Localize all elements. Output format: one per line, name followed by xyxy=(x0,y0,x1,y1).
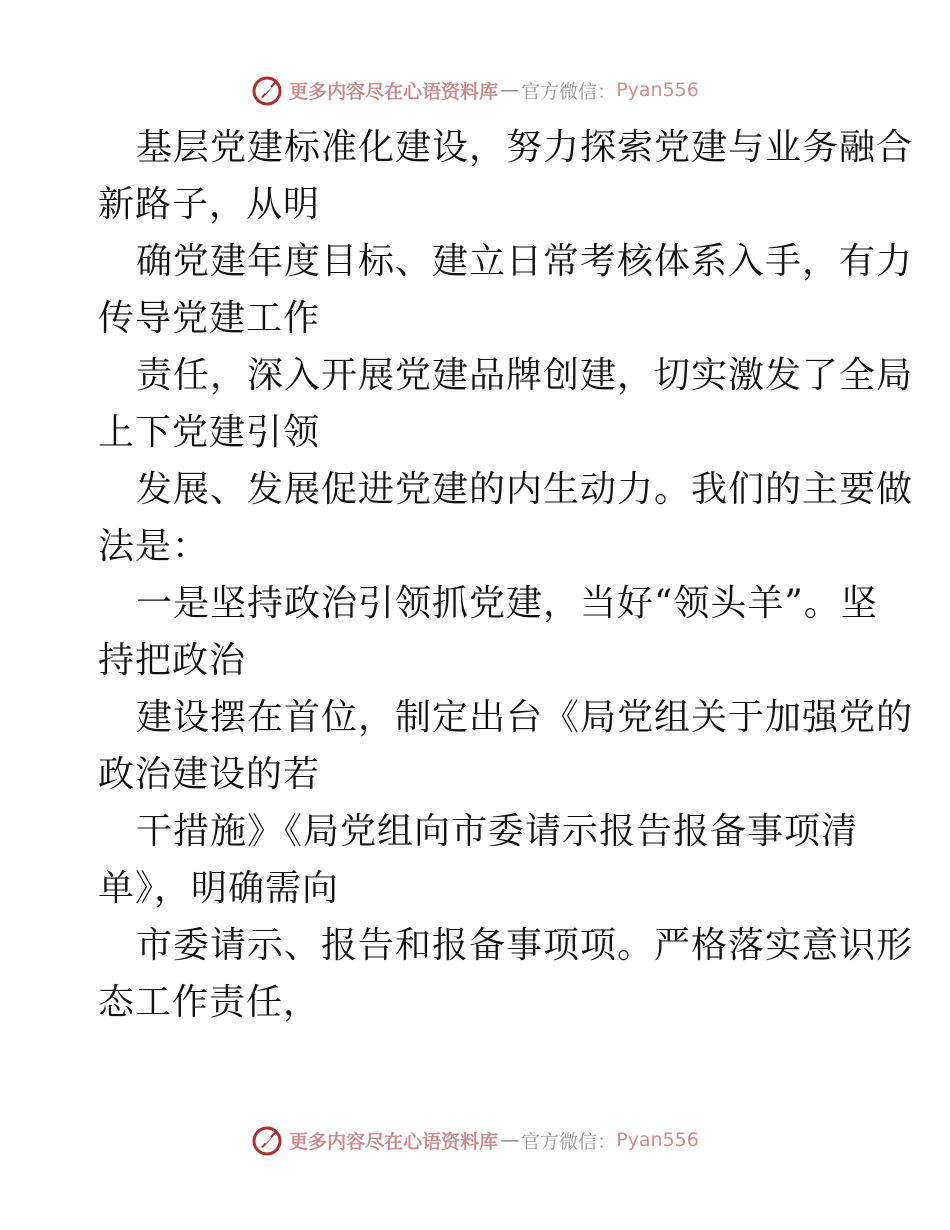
banner-wechat-label: 官方微信： xyxy=(521,80,617,103)
text-line: 确党建年度目标、建立日常考核体系入手，有力 xyxy=(136,241,914,282)
text-line: 传导党建工作 xyxy=(98,298,321,339)
text-line: 责任，深入开展党建品牌创建，切实激发了全局 xyxy=(136,355,914,396)
text-line: 单》，明确需向 xyxy=(98,868,340,909)
text-line: 发展、发展促进党建的内生动力。我们的主要做 xyxy=(136,469,914,510)
text-line: 建设摆在首位，制定出台《局党组关于加强党的 xyxy=(136,697,914,738)
text-line: 基层党建标准化建设，努力探索党建与业务融合 xyxy=(136,127,914,168)
banner-dash: — xyxy=(500,79,520,101)
header-banner xyxy=(0,70,950,110)
banner-dash: — xyxy=(500,1129,520,1151)
text-line: 新路子，从明 xyxy=(98,184,321,225)
text-line: 政治建设的若 xyxy=(98,754,321,795)
text-line: 态工作责任， xyxy=(98,982,321,1023)
quill-circle-icon xyxy=(251,1123,285,1157)
text-line: 上下党建引领 xyxy=(98,412,321,453)
footer-banner xyxy=(0,1120,950,1160)
text-line: 市委请示、报告和报备事项项。严格落实意识形 xyxy=(136,925,914,966)
banner-wechat-id: Pyan556 xyxy=(616,1129,699,1151)
quill-circle-icon xyxy=(251,73,285,107)
text-line: 一是坚持政治引领抓党建，当好“领头羊”。坚 xyxy=(136,583,878,624)
text-line: 法是： xyxy=(98,526,210,567)
banner-wechat-label: 官方微信： xyxy=(521,1130,617,1153)
text-line: 干措施》《局党组向市委请示报告报备事项清 xyxy=(136,811,859,852)
text-line: 持把政治 xyxy=(98,640,247,681)
banner-wechat-id: Pyan556 xyxy=(616,79,699,101)
document-body xyxy=(98,119,914,1031)
banner-main-text: 更多内容尽在心语资料库 xyxy=(289,80,499,103)
banner-main-text: 更多内容尽在心语资料库 xyxy=(289,1130,499,1153)
